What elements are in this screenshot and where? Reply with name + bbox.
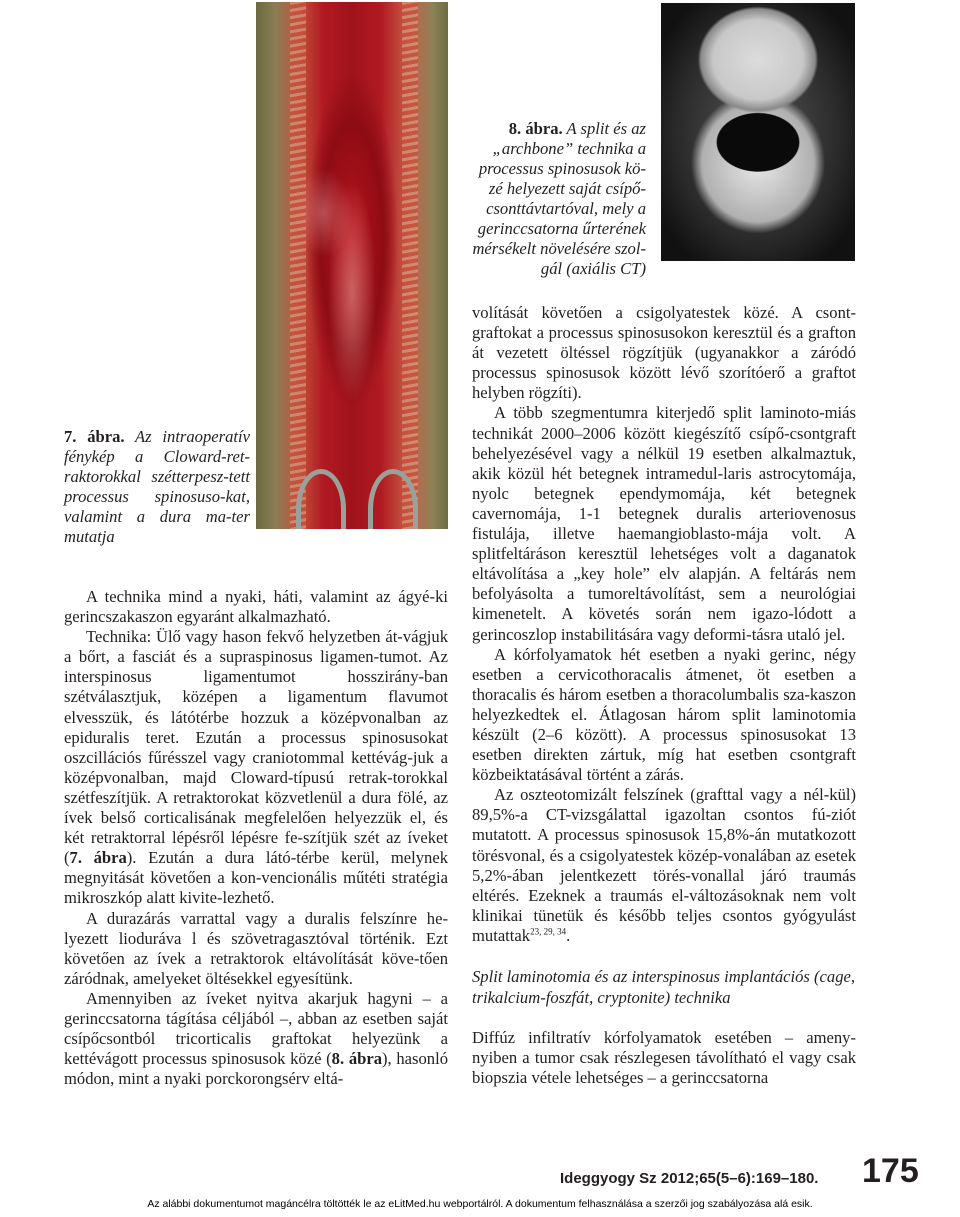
paragraph: Diffúz infiltratív kórfolyamatok esetében – ameny-nyiben a tumor csak részlegesen távolítható el vagy csak biopszia vétele lehetséges – a gerinccsatorna [472, 1028, 856, 1088]
paragraph: Amennyiben az íveket nyitva akarjuk hagyni – a gerinccsatorna tágítása céljából –, abban az esetben saját csípőcsontból tricorticalis graftokat helyezünk a kettévágott processus spinosusok közé (8. ábra), hasonló módon, mint a nyaki porckorongsérv eltá- [64, 988, 449, 1089]
figure-ref: 7. ábra [69, 848, 127, 868]
figure-ref: 8. ábra [331, 1049, 383, 1069]
paragraph: volítását követően a csigolyatestek közé. A csont-graftokat a processus spinosusokon keresztül és a grafton át vezetett öltéssel rögzítjük (ugyanakkor a záródó processus spinosusok között lévő szorítóerő a graftot helyben rögzíti). [472, 303, 856, 403]
figure-7-caption-text: Az intraoperatív fénykép a Cloward-ret-raktorokkal szétterpesz-tett processus spinosuso-kat, valamint a dura ma-ter mutatja [64, 427, 250, 546]
journal-citation: Ideggyogy Sz 2012;65(5–6):169–180. [560, 1170, 819, 1187]
figure-8-caption [472, 119, 646, 279]
figure-8-label: 8. ábra. [508, 119, 563, 138]
section-heading: Split laminotomia és az interspinosus implantációs (cage, trikalcium-foszfát, cryptonite) technika [472, 967, 856, 1007]
paragraph: A kórfolyamatok hét esetben a nyaki gerinc, négy esetben a cervicothoracalis átmenet, öt esetben a thoracalis és három esetben a thoracolumbalis sza-kaszon helyezkedtek el. Átlagosan három split laminotomia készült (2–6 között). A processus spinosusokat 13 esetben direkten zártuk, míg hat esetben csontgraft közbeiktatásával történt a zárás. [472, 644, 856, 785]
download-notice: Az alábbi dokumentumot magáncélra töltötték le az eLitMed.hu webportálról. A dokumentum felhasználása a szerzői jog szabályozása alá esik. [147, 1198, 813, 1210]
citation: 23, 29, 34 [530, 926, 567, 937]
paragraph: Az oszteotomizált felszínek (grafttal vagy a nél-kül) 89,5%-a CT-vizsgálattal igazoltan csontos fú-ziót mutatott. A processus spinosusok 15,8%-án mutatkozott törésvonal, és a csigolyatestek közép-vonalában az esetek 5,2%-ában jelentkezett törés-vonallal járó traumás eltérés. Ezeknek a traumás el-változásoknak nem volt klinikai tünetük és később teljes csontos gyógyulást mutattak$^{23, 29, 34}$. [472, 785, 856, 945]
right-column [472, 303, 856, 1088]
left-column [64, 587, 448, 1089]
axial-ct-image [661, 3, 855, 261]
paragraph: Technika: Ülő vagy hason fekvő helyzetben át-vágjuk a bőrt, a fasciát és a supraspinosus ligamen-tumot. Az interspinosus ligamentumot hosszirány-ban szétválasztjuk, középen a ligamentum flavumot elvesszük, és látótérbe hozzuk a középvonalban az epiduralis teret. Ezután a processus spinosusokat oszcillációs fűrésszel vagy craniotommal kettévág-juk a középvonalban, majd Cloward-típusú retrak-torokkal szétfeszítjük. A retraktorokat közvetlenül a dura fölé, az ívek belső corticalisának megfelelően helyezzük el, és két retraktorral lépésről lépésre fe-szítjük szét az íveket (7. ábra). Ezután a dura látó-térbe kerül, melynek megnyitását követően a kon-vencionális műtéti stratégia mikroszkóp alatt kivite-lezhető. [64, 627, 448, 908]
page-number: 175 [862, 1152, 919, 1190]
paragraph: A több szegmentumra kiterjedő split laminoto-miás technikát 2000–2006 között kiegészítő csípő-csontgraft behelyezésével vagy a nélkül 19 esetben alkalmaztuk, akik közül hét betegnek intramedul-laris astrocytomája, nyolc betegnek ependymomája, két betegnek cavernomája, 1-1 betegnek duralis arteriovenosus fistulája, illetve haemangioblasto-mája volt. A splitfeltáráson keresztül lehetséges volt a daganatok eltávolítása a „key hole” elv alapján. A feltárás nem befolyásolta a tumoreltávolítást, sem a neurológiai kimenetelt. A követés során nem igazo-lódott a gerincoszlop instabilitására vagy deformi-tásra utaló jel. [472, 403, 856, 644]
intraoperative-photo [256, 2, 448, 529]
paragraph: A durazárás varrattal vagy a duralis felszínre he-lyezett lioduráva l és szövetragasztóval történik. Ezt követően az ívek a retraktorok eltávolítását köve-tően záródnak, amelyeket öltésekkel egyesítünk. [64, 908, 448, 988]
figure-7-label: 7. ábra. [64, 427, 125, 446]
figure-8-caption-text: A split és az „archbone” technika a processus spinosusok kö-zé helyezett saját csípő-csonttávtartóval, mely a gerinccsatorna űrterének mérsékelt növelésére szol-gál (axiális CT) [472, 119, 646, 278]
paragraph: A technika mind a nyaki, háti, valamint az ágyé-ki gerincszakaszon egyaránt alkalmazható. [64, 587, 448, 627]
figure-7-caption [64, 427, 250, 547]
